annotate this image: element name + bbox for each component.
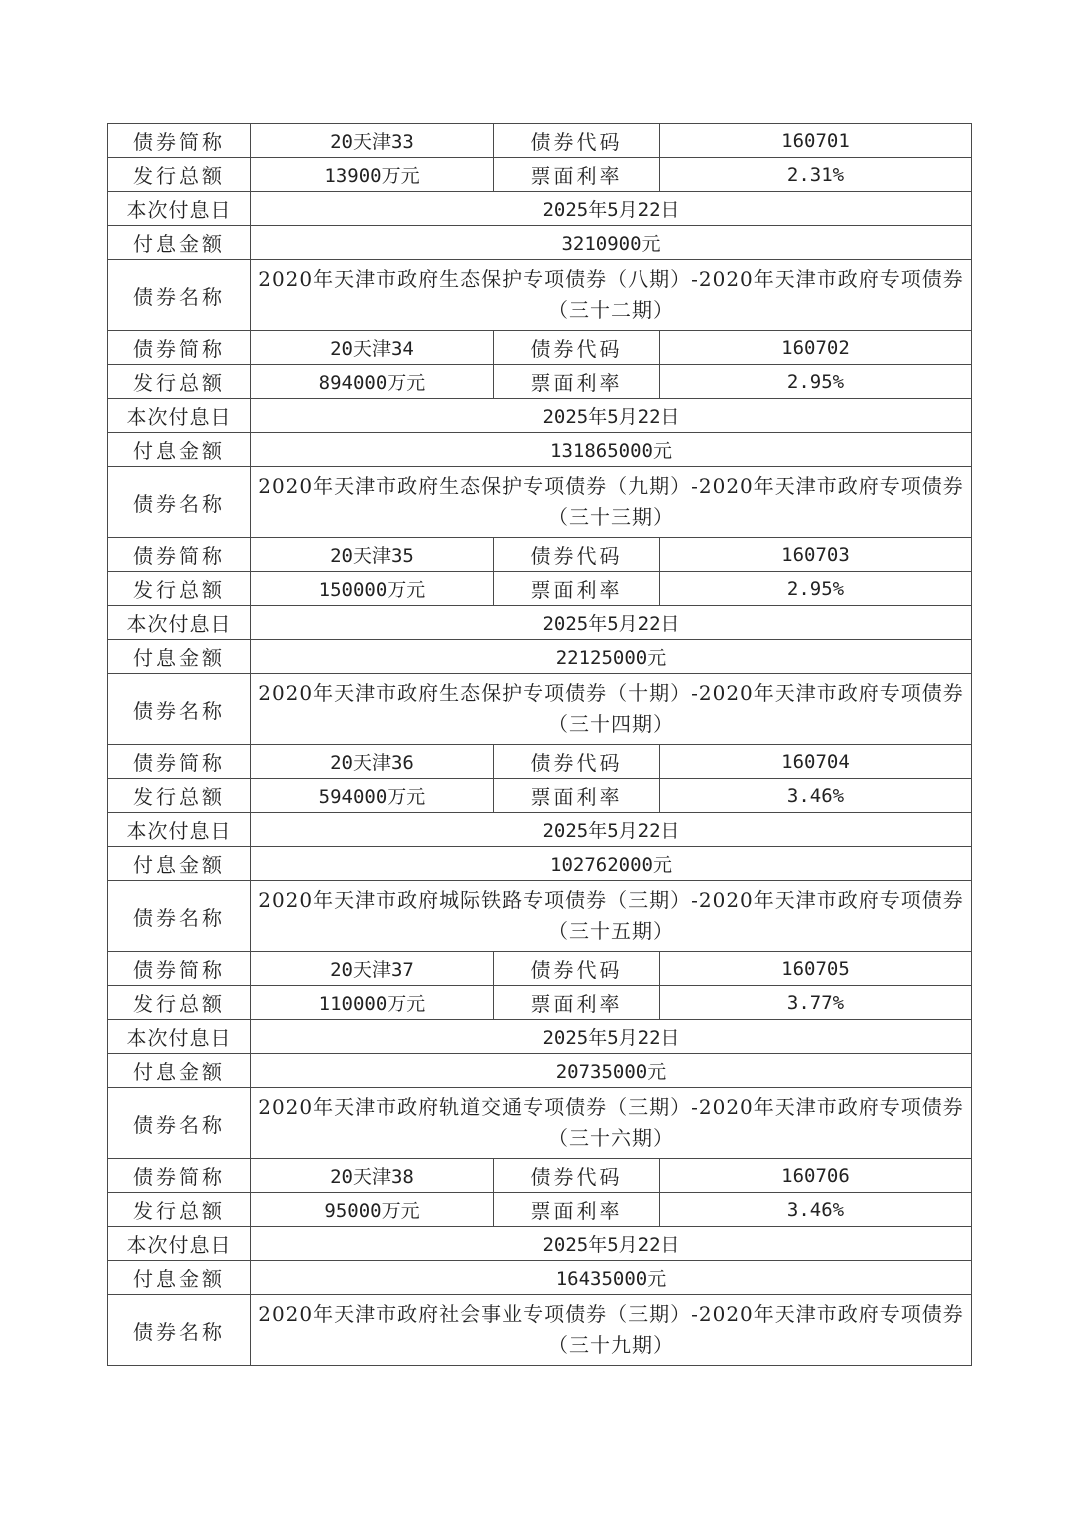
issue-amount-value: 95000万元 [251,1193,494,1227]
coupon-rate-value: 2.95% [660,365,972,399]
payment-date-row [108,606,972,640]
issue-row [108,1193,972,1227]
coupon-rate-value: 2.95% [660,572,972,606]
issue-amount-value: 110000万元 [251,986,494,1020]
code-value: 160705 [660,952,972,986]
interest-amount-value: 131865000元 [251,433,972,467]
issue-amount-value: 13900万元 [251,158,494,192]
coupon-rate-label: 票面利率 [494,365,660,399]
issue-row [108,779,972,813]
short-name-row [108,124,972,158]
table-body [108,124,972,1366]
short-name-row [108,1159,972,1193]
short-name-row [108,331,972,365]
full-name-value: 2020年天津市政府城际铁路专项债券（三期）-2020年天津市政府专项债券（三十五期） [251,881,972,952]
full-name-label: 债券名称 [108,467,251,538]
code-label: 债券代码 [494,538,660,572]
coupon-rate-label: 票面利率 [494,779,660,813]
payment-date-row [108,1227,972,1261]
full-name-row [108,881,972,952]
short-name-value: 20天津37 [251,952,494,986]
issue-amount-label: 发行总额 [108,158,251,192]
interest-amount-row [108,847,972,881]
issue-amount-label: 发行总额 [108,1193,251,1227]
issue-row [108,365,972,399]
payment-date-label: 本次付息日 [108,606,251,640]
short-name-row [108,538,972,572]
interest-amount-value: 102762000元 [251,847,972,881]
payment-date-row [108,192,972,226]
payment-date-label: 本次付息日 [108,813,251,847]
interest-amount-row [108,433,972,467]
short-name-label: 债券简称 [108,538,251,572]
full-name-row [108,260,972,331]
interest-amount-row [108,1054,972,1088]
payment-date-value: 2025年5月22日 [251,1227,972,1261]
short-name-value: 20天津36 [251,745,494,779]
full-name-label: 债券名称 [108,881,251,952]
payment-date-row [108,813,972,847]
code-value: 160703 [660,538,972,572]
coupon-rate-value: 3.77% [660,986,972,1020]
payment-date-value: 2025年5月22日 [251,606,972,640]
short-name-value: 20天津38 [251,1159,494,1193]
interest-amount-label: 付息金额 [108,640,251,674]
coupon-rate-label: 票面利率 [494,158,660,192]
full-name-row [108,674,972,745]
full-name-label: 债券名称 [108,260,251,331]
payment-date-label: 本次付息日 [108,399,251,433]
interest-amount-row [108,1261,972,1295]
full-name-value: 2020年天津市政府生态保护专项债券（十期）-2020年天津市政府专项债券（三十四期） [251,674,972,745]
issue-row [108,572,972,606]
coupon-rate-label: 票面利率 [494,986,660,1020]
issue-row [108,986,972,1020]
issue-amount-value: 150000万元 [251,572,494,606]
interest-amount-value: 3210900元 [251,226,972,260]
full-name-row [108,1295,972,1366]
short-name-label: 债券简称 [108,1159,251,1193]
code-value: 160704 [660,745,972,779]
code-value: 160701 [660,124,972,158]
full-name-label: 债券名称 [108,1088,251,1159]
interest-amount-label: 付息金额 [108,1261,251,1295]
interest-amount-value: 22125000元 [251,640,972,674]
short-name-row [108,745,972,779]
payment-date-row [108,399,972,433]
payment-date-value: 2025年5月22日 [251,192,972,226]
payment-date-row [108,1020,972,1054]
code-label: 债券代码 [494,952,660,986]
short-name-value: 20天津35 [251,538,494,572]
full-name-label: 债券名称 [108,1295,251,1366]
issue-row [108,158,972,192]
short-name-row [108,952,972,986]
short-name-value: 20天津33 [251,124,494,158]
interest-amount-label: 付息金额 [108,226,251,260]
code-value: 160706 [660,1159,972,1193]
issue-amount-value: 894000万元 [251,365,494,399]
bond-interest-table [107,123,972,1366]
interest-amount-label: 付息金额 [108,1054,251,1088]
interest-amount-value: 16435000元 [251,1261,972,1295]
payment-date-label: 本次付息日 [108,1020,251,1054]
full-name-value: 2020年天津市政府生态保护专项债券（八期）-2020年天津市政府专项债券（三十二期） [251,260,972,331]
issue-amount-label: 发行总额 [108,986,251,1020]
interest-amount-value: 20735000元 [251,1054,972,1088]
code-label: 债券代码 [494,331,660,365]
issue-amount-label: 发行总额 [108,365,251,399]
issue-amount-label: 发行总额 [108,572,251,606]
payment-date-label: 本次付息日 [108,192,251,226]
coupon-rate-label: 票面利率 [494,572,660,606]
short-name-label: 债券简称 [108,124,251,158]
full-name-value: 2020年天津市政府轨道交通专项债券（三期）-2020年天津市政府专项债券（三十六期） [251,1088,972,1159]
full-name-value: 2020年天津市政府生态保护专项债券（九期）-2020年天津市政府专项债券（三十三期） [251,467,972,538]
short-name-label: 债券简称 [108,745,251,779]
short-name-value: 20天津34 [251,331,494,365]
full-name-value: 2020年天津市政府社会事业专项债券（三期）-2020年天津市政府专项债券（三十九期） [251,1295,972,1366]
code-label: 债券代码 [494,124,660,158]
coupon-rate-value: 3.46% [660,779,972,813]
coupon-rate-label: 票面利率 [494,1193,660,1227]
payment-date-value: 2025年5月22日 [251,813,972,847]
full-name-row [108,467,972,538]
interest-amount-row [108,640,972,674]
interest-amount-label: 付息金额 [108,433,251,467]
interest-amount-row [108,226,972,260]
payment-date-value: 2025年5月22日 [251,1020,972,1054]
coupon-rate-value: 3.46% [660,1193,972,1227]
payment-date-label: 本次付息日 [108,1227,251,1261]
code-label: 债券代码 [494,745,660,779]
full-name-label: 债券名称 [108,674,251,745]
interest-amount-label: 付息金额 [108,847,251,881]
short-name-label: 债券简称 [108,952,251,986]
code-value: 160702 [660,331,972,365]
code-label: 债券代码 [494,1159,660,1193]
issue-amount-label: 发行总额 [108,779,251,813]
issue-amount-value: 594000万元 [251,779,494,813]
coupon-rate-value: 2.31% [660,158,972,192]
short-name-label: 债券简称 [108,331,251,365]
full-name-row [108,1088,972,1159]
payment-date-value: 2025年5月22日 [251,399,972,433]
